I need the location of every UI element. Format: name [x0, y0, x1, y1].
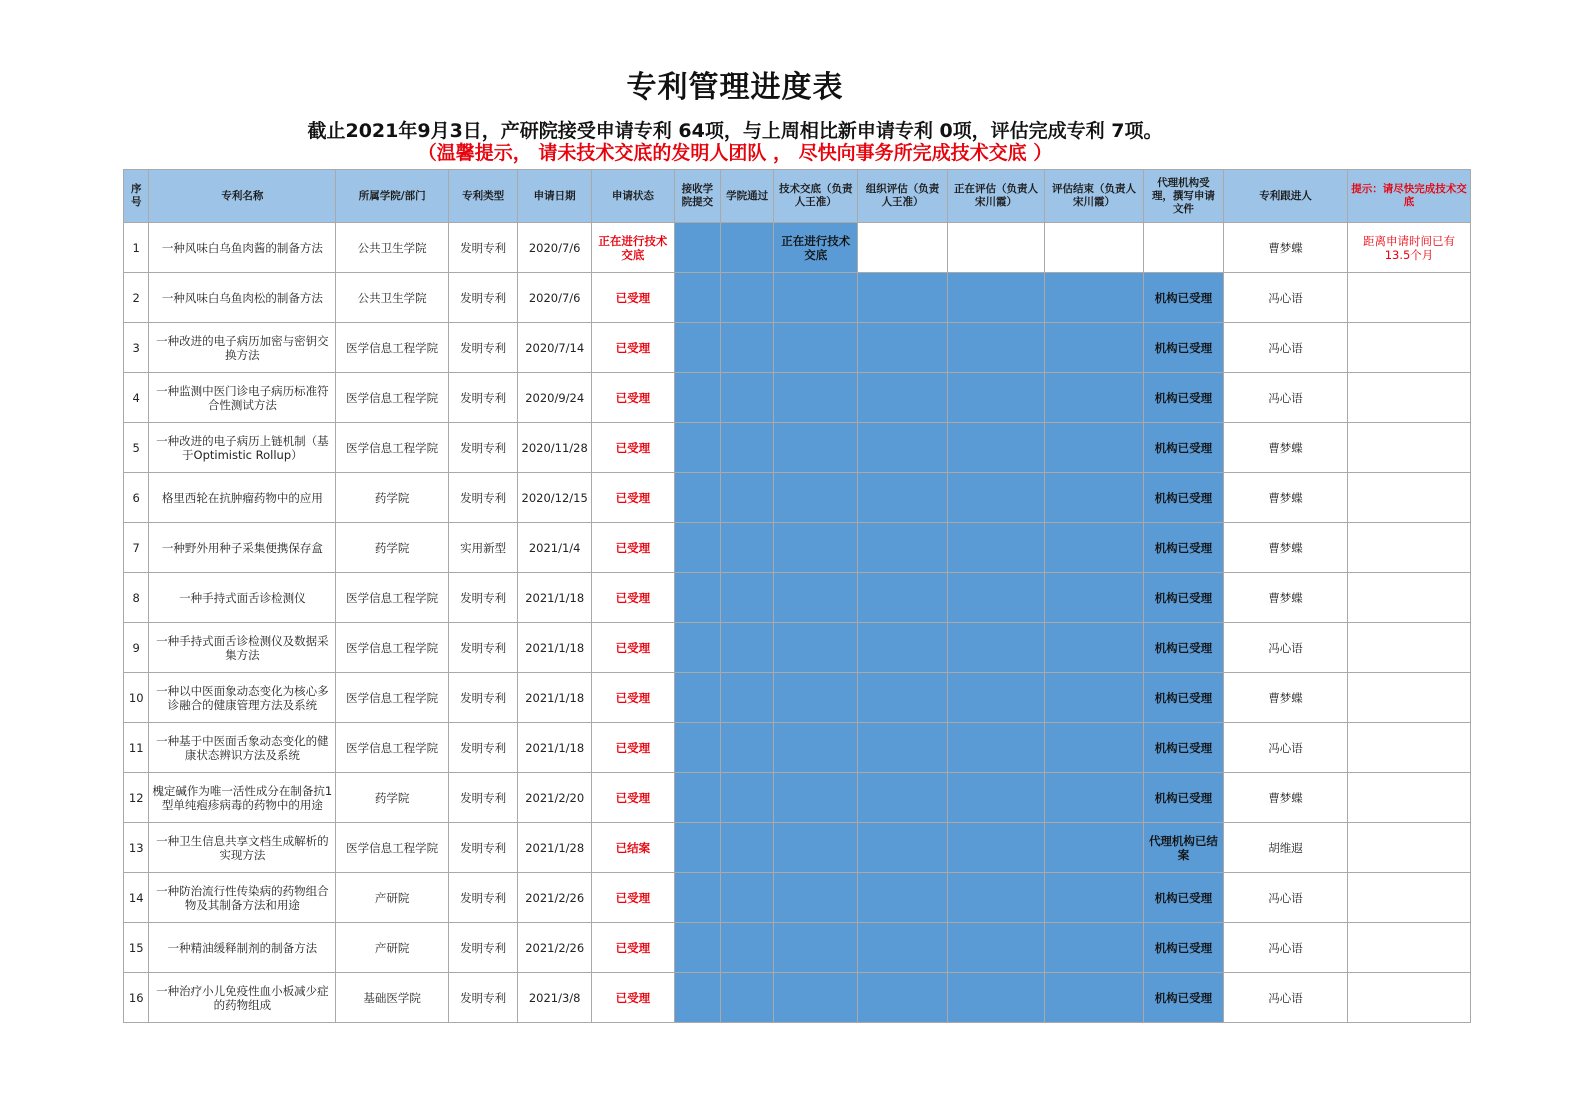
cell-receive[interactable]	[674, 223, 721, 273]
cell-eval-end[interactable]	[1045, 973, 1144, 1023]
col-header-type[interactable]: 专利类型	[449, 170, 518, 223]
cell-org-eval[interactable]	[858, 573, 947, 623]
cell-tip[interactable]	[1347, 823, 1470, 873]
table-row	[124, 323, 1471, 373]
cell-agency[interactable]: 机构已受理	[1143, 423, 1223, 473]
col-header-tip[interactable]: 提示：请尽快完成技术交底	[1347, 170, 1470, 223]
cell-org-eval[interactable]	[858, 223, 947, 273]
cell-evaluating[interactable]	[947, 973, 1045, 1023]
cell-evaluating[interactable]	[947, 473, 1045, 523]
notice-line: （温馨提示， 请未技术交底的发明人团队 ， 尽快向事务所完成技术交底 ）	[417, 142, 1053, 164]
table-row	[124, 473, 1471, 523]
cell-receive[interactable]	[674, 673, 721, 723]
cell-tracker[interactable]: 曹梦蝶	[1224, 573, 1348, 623]
col-header-pass[interactable]: 学院通过	[721, 170, 774, 223]
cell-tip[interactable]	[1347, 923, 1470, 973]
cell-tracker[interactable]: 冯心语	[1224, 723, 1348, 773]
cell-org-eval[interactable]	[858, 973, 947, 1023]
cell-pass[interactable]	[721, 273, 774, 323]
table-row	[124, 973, 1471, 1023]
cell-agency[interactable]: 机构已受理	[1143, 723, 1223, 773]
cell-receive[interactable]	[674, 473, 721, 523]
cell-type[interactable]: 发明专利	[449, 273, 518, 323]
cell-pass[interactable]	[721, 373, 774, 423]
cell-eval-end[interactable]	[1045, 273, 1144, 323]
cell-name[interactable]: 一种治疗小儿免疫性血小板减少症的药物组成	[149, 973, 336, 1023]
cell-name[interactable]: 一种基于中医面舌象动态变化的健康状态辨识方法及系统	[149, 723, 336, 773]
cell-eval-end[interactable]	[1045, 423, 1144, 473]
cell-name[interactable]: 一种改进的电子病历加密与密钥交换方法	[149, 323, 336, 373]
cell-agency[interactable]: 机构已受理	[1143, 323, 1223, 373]
cell-evaluating[interactable]	[947, 723, 1045, 773]
cell-eval-end[interactable]	[1045, 373, 1144, 423]
cell-eval-end[interactable]	[1045, 623, 1144, 673]
cell-agency[interactable]: 机构已受理	[1143, 273, 1223, 323]
cell-eval-end[interactable]	[1045, 823, 1144, 873]
cell-status[interactable]: 已结案	[592, 823, 674, 873]
cell-pass[interactable]	[721, 873, 774, 923]
cell-org-eval[interactable]	[858, 523, 947, 573]
cell-agency[interactable]	[1143, 223, 1223, 273]
cell-name[interactable]: 一种卫生信息共享文档生成解析的实现方法	[149, 823, 336, 873]
cell-agency[interactable]: 代理机构已结案	[1143, 823, 1223, 873]
cell-pass[interactable]	[721, 923, 774, 973]
cell-no[interactable]: 6	[124, 473, 149, 523]
cell-pass[interactable]	[721, 973, 774, 1023]
cell-evaluating[interactable]	[947, 673, 1045, 723]
col-header-status[interactable]: 申请状态	[592, 170, 674, 223]
cell-receive[interactable]	[674, 323, 721, 373]
cell-tracker[interactable]: 曹梦蝶	[1224, 473, 1348, 523]
cell-eval-end[interactable]	[1045, 473, 1144, 523]
table-row	[124, 373, 1471, 423]
cell-pass[interactable]	[721, 223, 774, 273]
cell-type[interactable]: 实用新型	[449, 523, 518, 573]
cell-disclose[interactable]	[774, 323, 858, 373]
cell-name[interactable]: 一种精油缓释制剂的制备方法	[149, 923, 336, 973]
cell-tip[interactable]	[1347, 873, 1470, 923]
cell-disclose[interactable]	[774, 273, 858, 323]
table-row	[124, 223, 1471, 273]
cell-date[interactable]: 2020/7/14	[518, 323, 592, 373]
cell-evaluating[interactable]	[947, 373, 1045, 423]
table-row	[124, 773, 1471, 823]
cell-tip[interactable]	[1347, 473, 1470, 523]
cell-org-eval[interactable]	[858, 423, 947, 473]
cell-eval-end[interactable]	[1045, 723, 1144, 773]
cell-no[interactable]: 12	[124, 773, 149, 823]
cell-name[interactable]: 槐定碱作为唯一活性成分在制备抗1型单纯疱疹病毒的药物中的用途	[149, 773, 336, 823]
cell-name[interactable]: 一种手持式面舌诊检测仪及数据采集方法	[149, 623, 336, 673]
cell-tip[interactable]	[1347, 723, 1470, 773]
table-row	[124, 873, 1471, 923]
cell-org-eval[interactable]	[858, 273, 947, 323]
cell-dept[interactable]: 药学院	[336, 473, 449, 523]
cell-date[interactable]: 2020/7/6	[518, 273, 592, 323]
cell-disclose[interactable]	[774, 873, 858, 923]
cell-eval-end[interactable]	[1045, 773, 1144, 823]
cell-agency[interactable]: 机构已受理	[1143, 623, 1223, 673]
cell-no[interactable]: 10	[124, 673, 149, 723]
cell-pass[interactable]	[721, 723, 774, 773]
cell-status[interactable]: 已受理	[592, 473, 674, 523]
cell-status[interactable]: 已受理	[592, 423, 674, 473]
cell-tracker[interactable]: 胡维遐	[1224, 823, 1348, 873]
cell-receive[interactable]	[674, 823, 721, 873]
cell-dept[interactable]: 医学信息工程学院	[336, 373, 449, 423]
cell-disclose[interactable]	[774, 973, 858, 1023]
cell-disclose[interactable]	[774, 373, 858, 423]
col-header-agency[interactable]: 代理机构受理，撰写申请文件	[1143, 170, 1223, 223]
cell-eval-end[interactable]	[1045, 873, 1144, 923]
table-row	[124, 423, 1471, 473]
cell-disclose[interactable]	[774, 523, 858, 573]
cell-agency[interactable]: 机构已受理	[1143, 773, 1223, 823]
cell-agency[interactable]: 机构已受理	[1143, 473, 1223, 523]
cell-eval-end[interactable]	[1045, 573, 1144, 623]
cell-pass[interactable]	[721, 423, 774, 473]
cell-dept[interactable]: 产研院	[336, 923, 449, 973]
col-header-org-eval[interactable]: 组织评估（负责人王准）	[858, 170, 947, 223]
col-header-receive[interactable]: 接收学院提交	[674, 170, 721, 223]
cell-name[interactable]: 一种手持式面舌诊检测仪	[149, 573, 336, 623]
cell-name[interactable]: 一种防治流行性传染病的药物组合物及其制备方法和用途	[149, 873, 336, 923]
cell-name[interactable]: 一种风味白乌鱼肉松的制备方法	[149, 273, 336, 323]
cell-tip[interactable]	[1347, 623, 1470, 673]
table-row	[124, 673, 1471, 723]
cell-dept[interactable]: 医学信息工程学院	[336, 323, 449, 373]
cell-disclose[interactable]	[774, 723, 858, 773]
cell-receive[interactable]	[674, 373, 721, 423]
cell-evaluating[interactable]	[947, 223, 1045, 273]
patent-progress-table	[123, 169, 1471, 1023]
cell-org-eval[interactable]	[858, 873, 947, 923]
col-header-disclose[interactable]: 技术交底（负责人王准）	[774, 170, 858, 223]
cell-date[interactable]: 2021/1/28	[518, 823, 592, 873]
table-row	[124, 623, 1471, 673]
cell-org-eval[interactable]	[858, 323, 947, 373]
cell-agency[interactable]: 机构已受理	[1143, 973, 1223, 1023]
cell-dept[interactable]: 药学院	[336, 523, 449, 573]
cell-disclose[interactable]	[774, 623, 858, 673]
cell-tip[interactable]	[1347, 573, 1470, 623]
cell-no[interactable]: 11	[124, 723, 149, 773]
cell-org-eval[interactable]	[858, 473, 947, 523]
cell-date[interactable]: 2021/2/26	[518, 873, 592, 923]
cell-dept[interactable]: 基础医学院	[336, 973, 449, 1023]
cell-agency[interactable]: 机构已受理	[1143, 873, 1223, 923]
cell-name[interactable]: 一种风味白乌鱼肉酱的制备方法	[149, 223, 336, 273]
cell-tip[interactable]	[1347, 973, 1470, 1023]
cell-pass[interactable]	[721, 573, 774, 623]
cell-disclose[interactable]	[774, 423, 858, 473]
summary-line: 截止2021年9月3日，产研院接受申请专利 64项，与上周相比新申请专利 0项，评估完成专利 7项。	[307, 120, 1163, 142]
cell-evaluating[interactable]	[947, 823, 1045, 873]
cell-name[interactable]: 一种改进的电子病历上链机制（基于Optimistic Rollup）	[149, 423, 336, 473]
cell-no[interactable]: 15	[124, 923, 149, 973]
cell-date[interactable]: 2021/2/20	[518, 773, 592, 823]
cell-status[interactable]: 已受理	[592, 623, 674, 673]
cell-no[interactable]: 8	[124, 573, 149, 623]
cell-tip[interactable]	[1347, 373, 1470, 423]
cell-org-eval[interactable]	[858, 773, 947, 823]
cell-receive[interactable]	[674, 923, 721, 973]
cell-tip[interactable]	[1347, 673, 1470, 723]
page-title: 专利管理进度表	[626, 70, 844, 105]
cell-receive[interactable]	[674, 423, 721, 473]
cell-receive[interactable]	[674, 623, 721, 673]
cell-type[interactable]: 发明专利	[449, 423, 518, 473]
cell-date[interactable]: 2020/7/6	[518, 223, 592, 273]
cell-tip[interactable]	[1347, 323, 1470, 373]
cell-type[interactable]: 发明专利	[449, 323, 518, 373]
cell-evaluating[interactable]	[947, 923, 1045, 973]
col-header-no[interactable]: 序号	[124, 170, 149, 223]
cell-disclose[interactable]	[774, 573, 858, 623]
cell-status[interactable]: 已受理	[592, 573, 674, 623]
cell-date[interactable]: 2021/2/26	[518, 923, 592, 973]
cell-receive[interactable]	[674, 573, 721, 623]
cell-no[interactable]: 5	[124, 423, 149, 473]
cell-evaluating[interactable]	[947, 773, 1045, 823]
cell-evaluating[interactable]	[947, 873, 1045, 923]
cell-disclose[interactable]	[774, 473, 858, 523]
cell-no[interactable]: 16	[124, 973, 149, 1023]
cell-pass[interactable]	[721, 773, 774, 823]
cell-type[interactable]: 发明专利	[449, 723, 518, 773]
cell-tracker[interactable]: 冯心语	[1224, 873, 1348, 923]
cell-evaluating[interactable]	[947, 623, 1045, 673]
cell-date[interactable]: 2021/3/8	[518, 973, 592, 1023]
col-header-eval-end[interactable]: 评估结束（负责人宋川霞）	[1045, 170, 1144, 223]
cell-no[interactable]: 14	[124, 873, 149, 923]
cell-no[interactable]: 4	[124, 373, 149, 423]
cell-tip[interactable]: 距离申请时间已有13.5个月	[1347, 223, 1470, 273]
cell-receive[interactable]	[674, 523, 721, 573]
cell-tracker[interactable]: 冯心语	[1224, 623, 1348, 673]
cell-evaluating[interactable]	[947, 423, 1045, 473]
table-row	[124, 723, 1471, 773]
cell-tracker[interactable]: 曹梦蝶	[1224, 423, 1348, 473]
cell-no[interactable]: 1	[124, 223, 149, 273]
cell-disclose[interactable]	[774, 673, 858, 723]
cell-date[interactable]: 2020/12/15	[518, 473, 592, 523]
cell-org-eval[interactable]	[858, 373, 947, 423]
cell-org-eval[interactable]	[858, 673, 947, 723]
cell-no[interactable]: 9	[124, 623, 149, 673]
cell-receive[interactable]	[674, 873, 721, 923]
cell-status[interactable]: 已受理	[592, 273, 674, 323]
cell-evaluating[interactable]	[947, 573, 1045, 623]
cell-status[interactable]: 已受理	[592, 323, 674, 373]
cell-dept[interactable]: 医学信息工程学院	[336, 623, 449, 673]
table-row	[124, 823, 1471, 873]
cell-tracker[interactable]: 冯心语	[1224, 323, 1348, 373]
table-row	[124, 523, 1471, 573]
cell-type[interactable]: 发明专利	[449, 573, 518, 623]
cell-pass[interactable]	[721, 623, 774, 673]
cell-date[interactable]: 2020/11/28	[518, 423, 592, 473]
cell-type[interactable]: 发明专利	[449, 223, 518, 273]
cell-dept[interactable]: 医学信息工程学院	[336, 823, 449, 873]
table-row	[124, 273, 1471, 323]
cell-org-eval[interactable]	[858, 723, 947, 773]
cell-dept[interactable]: 产研院	[336, 873, 449, 923]
cell-tip[interactable]	[1347, 773, 1470, 823]
cell-tracker[interactable]: 曹梦蝶	[1224, 523, 1348, 573]
cell-status[interactable]: 已受理	[592, 523, 674, 573]
cell-status[interactable]: 已受理	[592, 873, 674, 923]
cell-agency[interactable]: 机构已受理	[1143, 673, 1223, 723]
cell-no[interactable]: 7	[124, 523, 149, 573]
cell-name[interactable]: 一种野外用种子采集便携保存盒	[149, 523, 336, 573]
cell-tracker[interactable]: 冯心语	[1224, 373, 1348, 423]
cell-pass[interactable]	[721, 823, 774, 873]
cell-dept[interactable]: 公共卫生学院	[336, 273, 449, 323]
cell-eval-end[interactable]	[1045, 923, 1144, 973]
cell-name[interactable]: 格里西轮在抗肿瘤药物中的应用	[149, 473, 336, 523]
cell-no[interactable]: 2	[124, 273, 149, 323]
table-row	[124, 923, 1471, 973]
cell-status[interactable]: 已受理	[592, 773, 674, 823]
cell-type[interactable]: 发明专利	[449, 373, 518, 423]
cell-agency[interactable]: 机构已受理	[1143, 923, 1223, 973]
cell-agency[interactable]: 机构已受理	[1143, 573, 1223, 623]
cell-pass[interactable]	[721, 673, 774, 723]
col-header-dept[interactable]: 所属学院/部门	[336, 170, 449, 223]
cell-evaluating[interactable]	[947, 523, 1045, 573]
col-header-date[interactable]: 申请日期	[518, 170, 592, 223]
cell-type[interactable]: 发明专利	[449, 623, 518, 673]
cell-type[interactable]: 发明专利	[449, 823, 518, 873]
cell-no[interactable]: 3	[124, 323, 149, 373]
cell-receive[interactable]	[674, 973, 721, 1023]
cell-type[interactable]: 发明专利	[449, 873, 518, 923]
col-header-evaluating[interactable]: 正在评估（负责人宋川霞）	[947, 170, 1045, 223]
cell-type[interactable]: 发明专利	[449, 973, 518, 1023]
cell-dept[interactable]: 公共卫生学院	[336, 223, 449, 273]
cell-tracker[interactable]: 冯心语	[1224, 923, 1348, 973]
cell-eval-end[interactable]	[1045, 223, 1144, 273]
cell-tracker[interactable]: 曹梦蝶	[1224, 773, 1348, 823]
cell-dept[interactable]: 医学信息工程学院	[336, 573, 449, 623]
cell-tip[interactable]	[1347, 523, 1470, 573]
cell-org-eval[interactable]	[858, 623, 947, 673]
cell-name[interactable]: 一种监测中医门诊电子病历标准符合性测试方法	[149, 373, 336, 423]
cell-pass[interactable]	[721, 323, 774, 373]
cell-tip[interactable]	[1347, 423, 1470, 473]
cell-tip[interactable]	[1347, 273, 1470, 323]
cell-evaluating[interactable]	[947, 323, 1045, 373]
cell-disclose[interactable]	[774, 823, 858, 873]
cell-eval-end[interactable]	[1045, 523, 1144, 573]
cell-tracker[interactable]: 曹梦蝶	[1224, 673, 1348, 723]
cell-type[interactable]: 发明专利	[449, 773, 518, 823]
cell-eval-end[interactable]	[1045, 673, 1144, 723]
cell-name[interactable]: 一种以中医面象动态变化为核心多诊融合的健康管理方法及系统	[149, 673, 336, 723]
header-row	[124, 170, 1471, 223]
cell-date[interactable]: 2021/1/18	[518, 623, 592, 673]
cell-receive[interactable]	[674, 273, 721, 323]
cell-type[interactable]: 发明专利	[449, 673, 518, 723]
cell-disclose[interactable]: 正在进行技术交底	[774, 223, 858, 273]
cell-no[interactable]: 13	[124, 823, 149, 873]
cell-pass[interactable]	[721, 473, 774, 523]
cell-agency[interactable]: 机构已受理	[1143, 373, 1223, 423]
cell-status[interactable]: 已受理	[592, 373, 674, 423]
cell-date[interactable]: 2021/1/18	[518, 673, 592, 723]
cell-date[interactable]: 2021/1/18	[518, 573, 592, 623]
cell-status[interactable]: 已受理	[592, 673, 674, 723]
cell-org-eval[interactable]	[858, 823, 947, 873]
cell-dept[interactable]: 医学信息工程学院	[336, 673, 449, 723]
cell-date[interactable]: 2021/1/4	[518, 523, 592, 573]
cell-dept[interactable]: 医学信息工程学院	[336, 423, 449, 473]
table-row	[124, 573, 1471, 623]
cell-date[interactable]: 2020/9/24	[518, 373, 592, 423]
cell-receive[interactable]	[674, 723, 721, 773]
cell-dept[interactable]: 医学信息工程学院	[336, 723, 449, 773]
cell-agency[interactable]: 机构已受理	[1143, 523, 1223, 573]
cell-type[interactable]: 发明专利	[449, 473, 518, 523]
cell-tracker[interactable]: 冯心语	[1224, 973, 1348, 1023]
cell-pass[interactable]	[721, 523, 774, 573]
cell-tracker[interactable]: 冯心语	[1224, 273, 1348, 323]
cell-type[interactable]: 发明专利	[449, 923, 518, 973]
cell-date[interactable]: 2021/1/18	[518, 723, 592, 773]
cell-disclose[interactable]	[774, 773, 858, 823]
cell-evaluating[interactable]	[947, 273, 1045, 323]
cell-disclose[interactable]	[774, 923, 858, 973]
col-header-name[interactable]: 专利名称	[149, 170, 336, 223]
cell-status[interactable]: 已受理	[592, 723, 674, 773]
cell-status[interactable]: 已受理	[592, 923, 674, 973]
col-header-tracker[interactable]: 专利跟进人	[1224, 170, 1348, 223]
cell-eval-end[interactable]	[1045, 323, 1144, 373]
cell-dept[interactable]: 药学院	[336, 773, 449, 823]
cell-status[interactable]: 已受理	[592, 973, 674, 1023]
cell-status[interactable]: 正在进行技术交底	[592, 223, 674, 273]
cell-tracker[interactable]: 曹梦蝶	[1224, 223, 1348, 273]
cell-org-eval[interactable]	[858, 923, 947, 973]
cell-receive[interactable]	[674, 773, 721, 823]
